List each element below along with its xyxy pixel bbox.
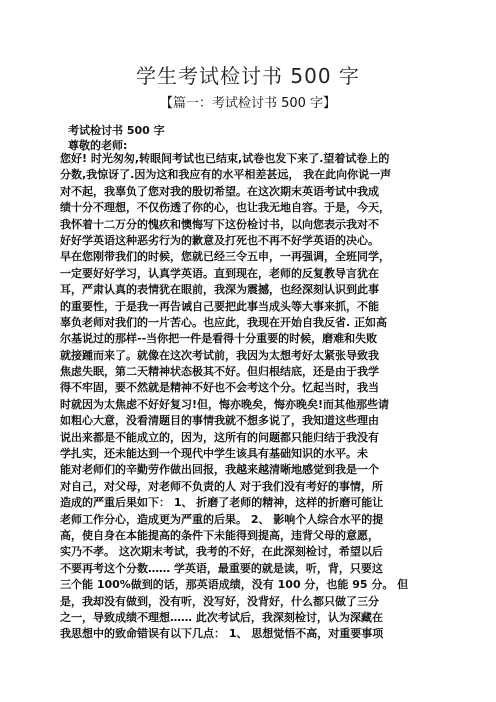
body-line: 实乃不孝。 这次期末考试，我考的不好，在此深刻检讨，希望以后 <box>60 545 383 559</box>
body-line: 您好! 时光匆匆,转眼间考试也已结束,试卷也发下来了.望着试卷上的 <box>60 152 390 165</box>
body-line: 学扎实，还未能达到一个现代中学生该具有基础知识的水平。未 <box>60 447 368 461</box>
body-line: 辜负老师对我们的一片苦心。也应此，我现在开始自我反省. 正如高 <box>60 315 388 329</box>
body-line: 绩十分不理想，不仅伤透了你的心，也让我无地自容。于是，今天， <box>60 201 390 215</box>
body-line: 我思想中的致命错误有以下几点： 1、 思想觉悟不高，对重要事项 <box>60 627 384 641</box>
body-line: 如粗心大意，没看清题目的事情我就不想多说了，我知道这些理由 <box>60 414 379 428</box>
body-text <box>60 151 444 643</box>
body-line: 老师工作分心，造成更为严重的后果。 2、 影响个人综合水平的提 <box>60 512 384 526</box>
body-line: 三个能 100%做到的话，那英语成绩，没有 100 分，也能 95 分。 但 <box>60 578 409 592</box>
body-line: 焦虑失眠，第二天精神状态极其不好。但归根结底，还是由于我学 <box>60 365 379 379</box>
body-line: 尔基说过的那样--当你把一件是看得十分重要的时候，磨难和失败 <box>60 332 378 346</box>
body-line: 对自己，对父母，对老师不负责的人 对于我们没有考好的事情，所 <box>60 479 383 493</box>
body-line: 的重要性，于是我一再告诫自己要把此事当成头等大事来抓，不能 <box>60 299 379 313</box>
section-heading: 考试检讨书 500 字 <box>68 124 165 137</box>
body-line: 造成的严重后果如下： 1、 折磨了老师的精神，这样的折磨可能让 <box>60 496 384 510</box>
document-title: 学生考试检讨书 500 字 <box>136 64 360 88</box>
body-line: 得不牢固，要不然就是精神不好也不会考这个分。忆起当时，我当 <box>60 381 379 395</box>
body-line: 不要再考这个分数…… 学英语，最重要的就是读，听，背，只要这 <box>60 561 383 575</box>
body-line: 时就因为太焦虑不好好复习!但，悔亦晚矣，悔亦晚矣!而其他那些请 <box>60 397 390 411</box>
body-line: 耳，严肃认真的表情犹在眼前，我深为震撼，也经深刻认识到此事 <box>60 283 379 297</box>
body-line: 说出来都是不能成立的，因为，这所有的问题都只能归结于我没有 <box>60 430 379 444</box>
body-line: 是，我却没有做到，没有听，没写好，没背好，什么都只做了三分 <box>60 594 379 608</box>
body-line: 早在您刚带我们的时候，您就已经三令五申，一再强调，全班同学， <box>60 250 390 264</box>
body-line: 之一，导致成绩不理想…… 此次考试后，我深刻检讨，认为深藏在 <box>60 610 383 624</box>
body-line: 分数,我惊讶了.因为这和我应有的水平相差甚远， 我在此向你说一声 <box>60 168 392 182</box>
body-line: 能对老师们的辛勤劳作做出回报，我越来越清晰地感觉到我是一个 <box>60 463 379 477</box>
body-line: 一定要好好学习，认真学英语。直到现在，老师的反复教导言犹在 <box>60 266 379 280</box>
body-line: 高，使自身在本能提高的条件下未能得到提高，违背父母的意愿， <box>60 528 379 542</box>
salutation: 尊敬的老师: <box>68 139 128 152</box>
body-line: 好好学英语这种恶劣行为的歉意及打死也不再不好学英语的决心。 <box>60 233 379 247</box>
body-line: 就接踵而来了。就像在这次考试前，我因为太想考好太紧张导致我 <box>60 348 379 362</box>
body-line: 我怀着十二万分的愧疚和懊悔写下这份检讨书，以向您表示我对不 <box>60 217 379 231</box>
document-subtitle: 【篇一：考试检讨书 500 字】 <box>159 96 337 111</box>
body-line: 对不起，我辜负了您对我的殷切希望。在这次期末英语考试中我成 <box>60 184 379 198</box>
